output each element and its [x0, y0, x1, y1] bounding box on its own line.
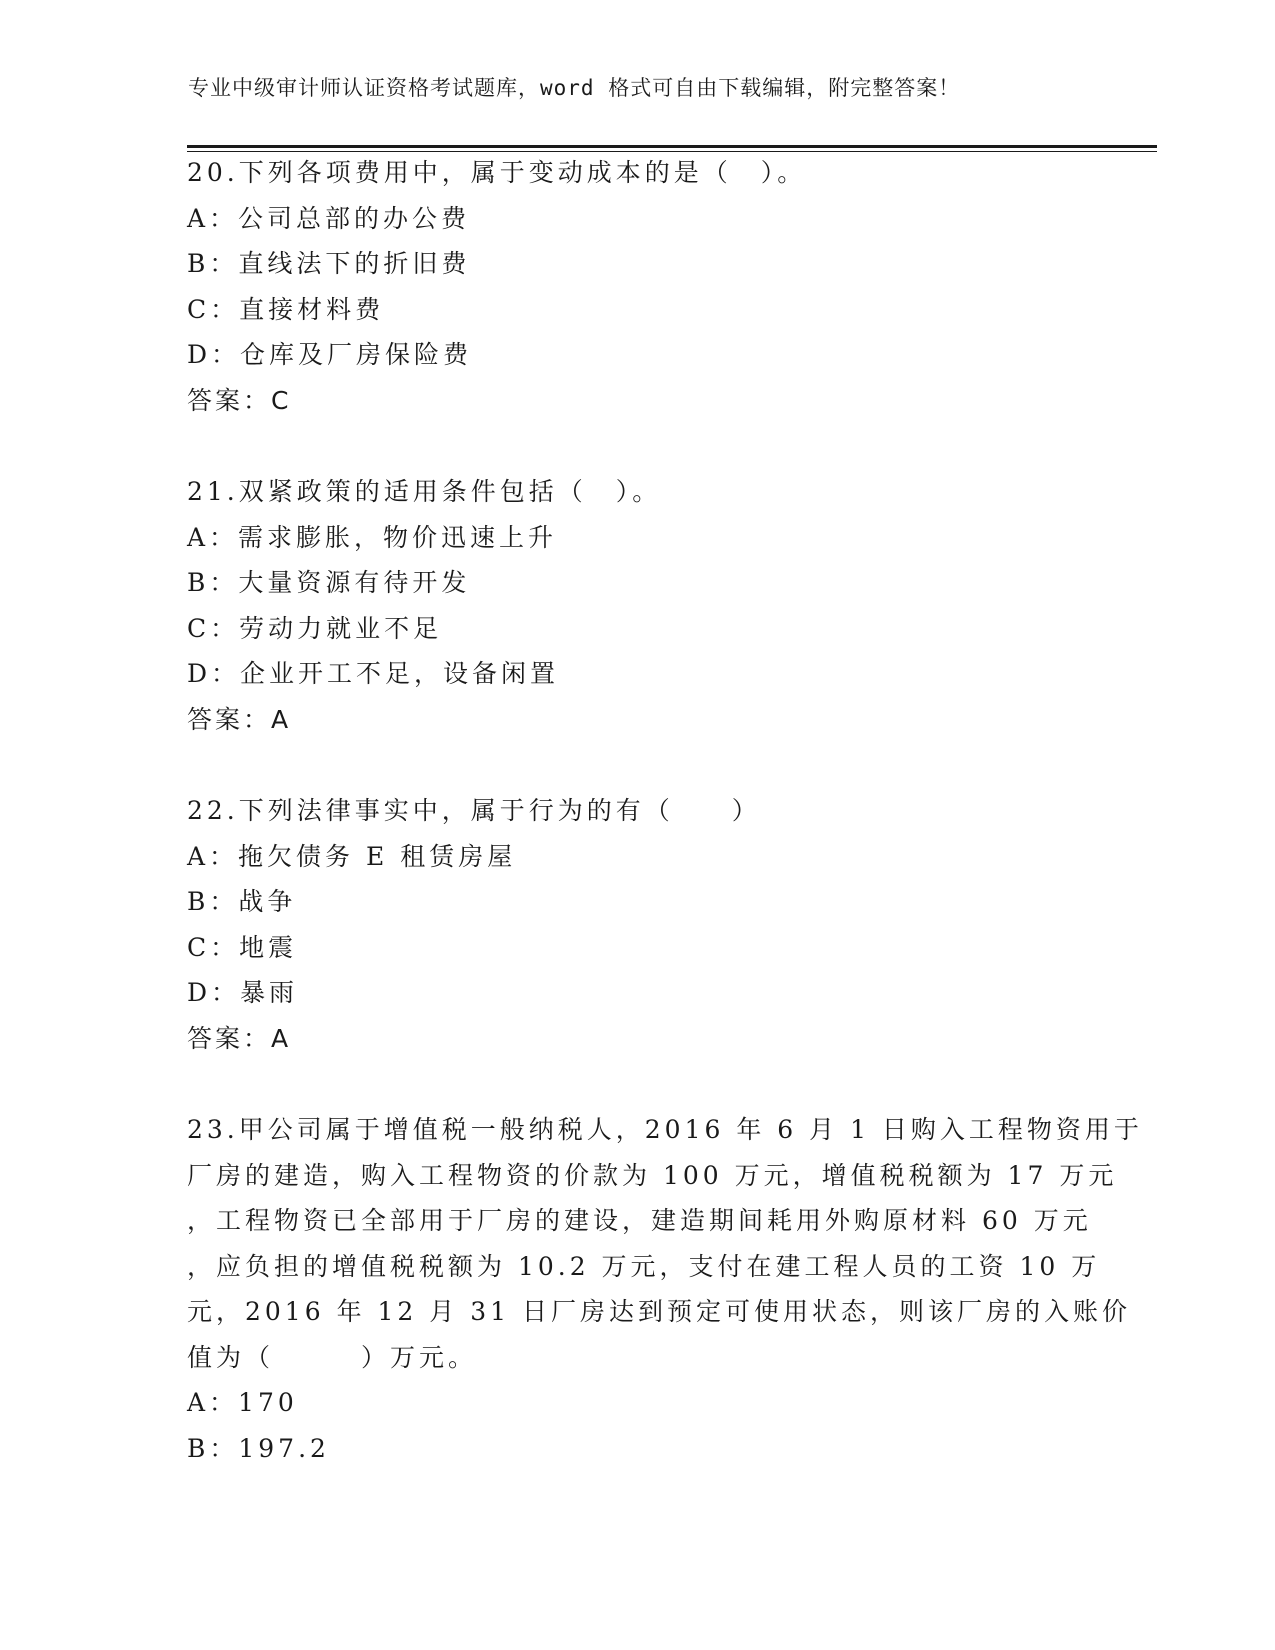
question-23 [187, 1107, 1143, 1471]
question-stem-line: 值为（ ）万元。 [187, 1342, 478, 1372]
option-b: B：战争 [187, 887, 297, 916]
option-c: C：劳动力就业不足 [187, 613, 443, 643]
option-d: D：暴雨 [187, 978, 299, 1007]
question-20 [187, 150, 1087, 423]
option-a: A：拖欠债务 E 租赁房屋 [187, 841, 517, 871]
option-b: B：直线法下的折旧费 [187, 249, 471, 278]
option-c: C：直接材料费 [187, 294, 385, 324]
option-c: C：地震 [187, 932, 298, 962]
question-21 [187, 469, 1087, 742]
question-stem-line: 元，2016 年 12 月 31 日厂房达到预定可使用状态，则该厂房的入账价 [187, 1297, 1131, 1326]
option-a: A：公司总部的办公费 [187, 203, 471, 233]
answer-line: 答案：A [187, 704, 292, 734]
question-stem-line: 厂房的建造，购入工程物资的价款为 100 万元，增值税税额为 17 万元 [187, 1160, 1118, 1190]
answer-line: 答案：A [187, 1023, 292, 1053]
question-stem-line: ，应负担的增值税税额为 10.2 万元，支付在建工程人员的工资 10 万 [187, 1251, 1101, 1281]
header-divider-thick [187, 145, 1157, 148]
page-header: 专业中级审计师认证资格考试题库，word 格式可自由下载编辑，附完整答案！ [188, 76, 961, 100]
option-b: B：197.2 [187, 1433, 330, 1463]
question-stem-line: ，工程物资已全部用于厂房的建设，建造期间耗用外购原材料 60 万元 [187, 1206, 1092, 1235]
option-d: D：企业开工不足，设备闲置 [187, 659, 560, 688]
question-22 [187, 788, 1087, 1061]
question-stem: 21.双紧政策的适用条件包括（ ）。 [187, 477, 662, 506]
option-a: A：170 [187, 1388, 298, 1417]
option-b: B：大量资源有待开发 [187, 568, 471, 597]
question-stem-line: 23.甲公司属于增值税一般纳税人，2016 年 6 月 1 日购入工程物资用于 [187, 1115, 1143, 1144]
option-d: D：仓库及厂房保险费 [187, 340, 473, 369]
option-a: A：需求膨胀，物价迅速上升 [187, 522, 558, 552]
answer-line: 答案：C [187, 385, 292, 415]
question-stem: 22.下列法律事实中，属于行为的有（ ） [187, 796, 761, 825]
question-stem: 20.下列各项费用中，属于变动成本的是（ ）。 [187, 158, 807, 187]
